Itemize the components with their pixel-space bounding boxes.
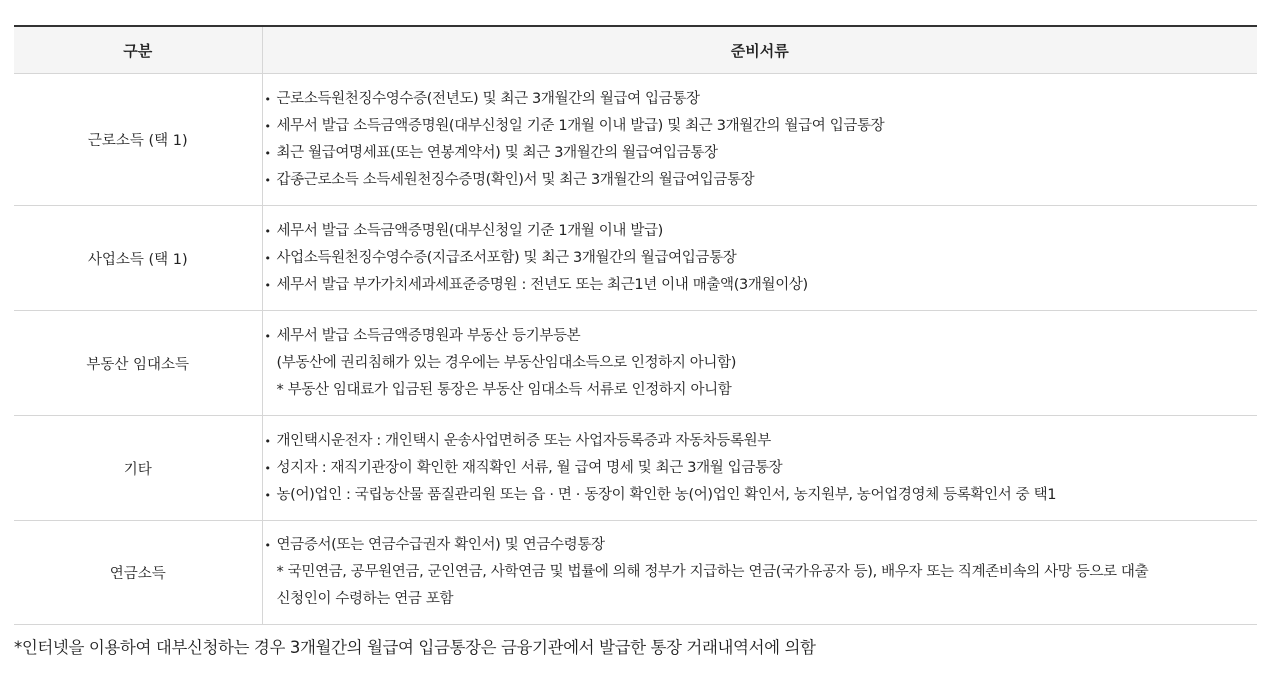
documents-cell xyxy=(262,206,1257,311)
list-item: • 농(어)업인 : 국립농산물 품질관리원 또는 읍 · 면 · 동장이 확인한 농(어)업인 확인서, 농지원부, 농어업경영체 등록확인서 중 택1 xyxy=(263,482,1258,509)
header-documents: 준비서류 xyxy=(262,26,1257,74)
documents-cell xyxy=(262,74,1257,206)
list-item: • 갑종근로소득 소득세원천징수증명(확인)서 및 최근 3개월간의 월급여입금통장 xyxy=(263,167,1258,194)
document-list xyxy=(263,428,1258,509)
category-cell: 사업소득 (택 1) xyxy=(14,206,262,311)
list-item: • 성지자 : 재직기관장이 확인한 재직확인 서류, 월 급여 명세 및 최근 3개월 입금통장 xyxy=(263,455,1258,482)
list-item xyxy=(263,323,1258,404)
list-item: • 개인택시운전자 : 개인택시 운송사업면허증 또는 사업자등록증과 자동차등록원부 xyxy=(263,428,1258,455)
list-item: • 세무서 발급 소득금액증명원(대부신청일 기준 1개월 이내 발급) 및 최근 3개월간의 월급여 입금통장 xyxy=(263,113,1258,140)
list-item xyxy=(263,532,1258,613)
header-category: 구분 xyxy=(14,26,262,74)
list-item: • 세무서 발급 부가가치세과세표준증명원 : 전년도 또는 최근1년 이내 매출액(3개월이상) xyxy=(263,272,1258,299)
item-note-text: * 국민연금, 공무원연금, 군인연금, 사학연금 및 법률에 의해 정부가 지급하는 연금(국가유공자 등), 배우자 또는 직계존비속의 사망 등으로 대출 xyxy=(276,564,1149,580)
list-item: • 세무서 발급 소득금액증명원(대부신청일 기준 1개월 이내 발급) xyxy=(263,218,1258,245)
table-row xyxy=(14,206,1257,311)
table-row xyxy=(14,416,1257,521)
list-item: • 최근 월급여명세표(또는 연봉계약서) 및 최근 3개월간의 월급여입금통장 xyxy=(263,140,1258,167)
list-item: • 사업소득원천징수영수증(지급조서포함) 및 최근 3개월간의 월급여입금통장 xyxy=(263,245,1258,272)
documents-cell xyxy=(262,311,1257,416)
document-list xyxy=(263,86,1258,194)
documents-cell xyxy=(262,416,1257,521)
item-main-text: • 세무서 발급 소득금액증명원과 부동산 등기부등본 xyxy=(276,327,581,344)
category-cell: 부동산 임대소득 xyxy=(14,311,262,416)
document-list xyxy=(263,323,1258,404)
document-list xyxy=(263,218,1258,299)
category-cell: 기타 xyxy=(14,416,262,521)
required-documents-table-wrapper xyxy=(14,25,1257,625)
item-main-text: • 연금증서(또는 연금수급권자 확인서) 및 연금수령통장 xyxy=(276,537,605,553)
table-row xyxy=(14,311,1257,416)
item-note-text: (부동산에 권리침해가 있는 경우에는 부동산임대소득으로 인정하지 아니함) xyxy=(276,354,737,371)
list-item: • 근로소득원천징수영수증(전년도) 및 최근 3개월간의 월급여 입금통장 xyxy=(263,86,1258,113)
table-header-row xyxy=(14,26,1257,74)
footnote: *인터넷을 이용하여 대부신청하는 경우 3개월간의 월급여 입금통장은 금융기관에서 발급한 통장 거래내역서에 의함 xyxy=(14,638,816,657)
required-documents-table xyxy=(14,25,1257,625)
document-list xyxy=(263,532,1258,613)
item-note-text: 신청인이 수령하는 연금 포함 xyxy=(276,591,454,607)
item-note-text: * 부동산 임대료가 입금된 통장은 부동산 임대소득 서류로 인정하지 아니함 xyxy=(276,381,732,398)
table-row xyxy=(14,74,1257,206)
table-row xyxy=(14,521,1257,625)
category-cell: 근로소득 (택 1) xyxy=(14,74,262,206)
category-cell: 연금소득 xyxy=(14,521,262,625)
documents-cell xyxy=(262,521,1257,625)
